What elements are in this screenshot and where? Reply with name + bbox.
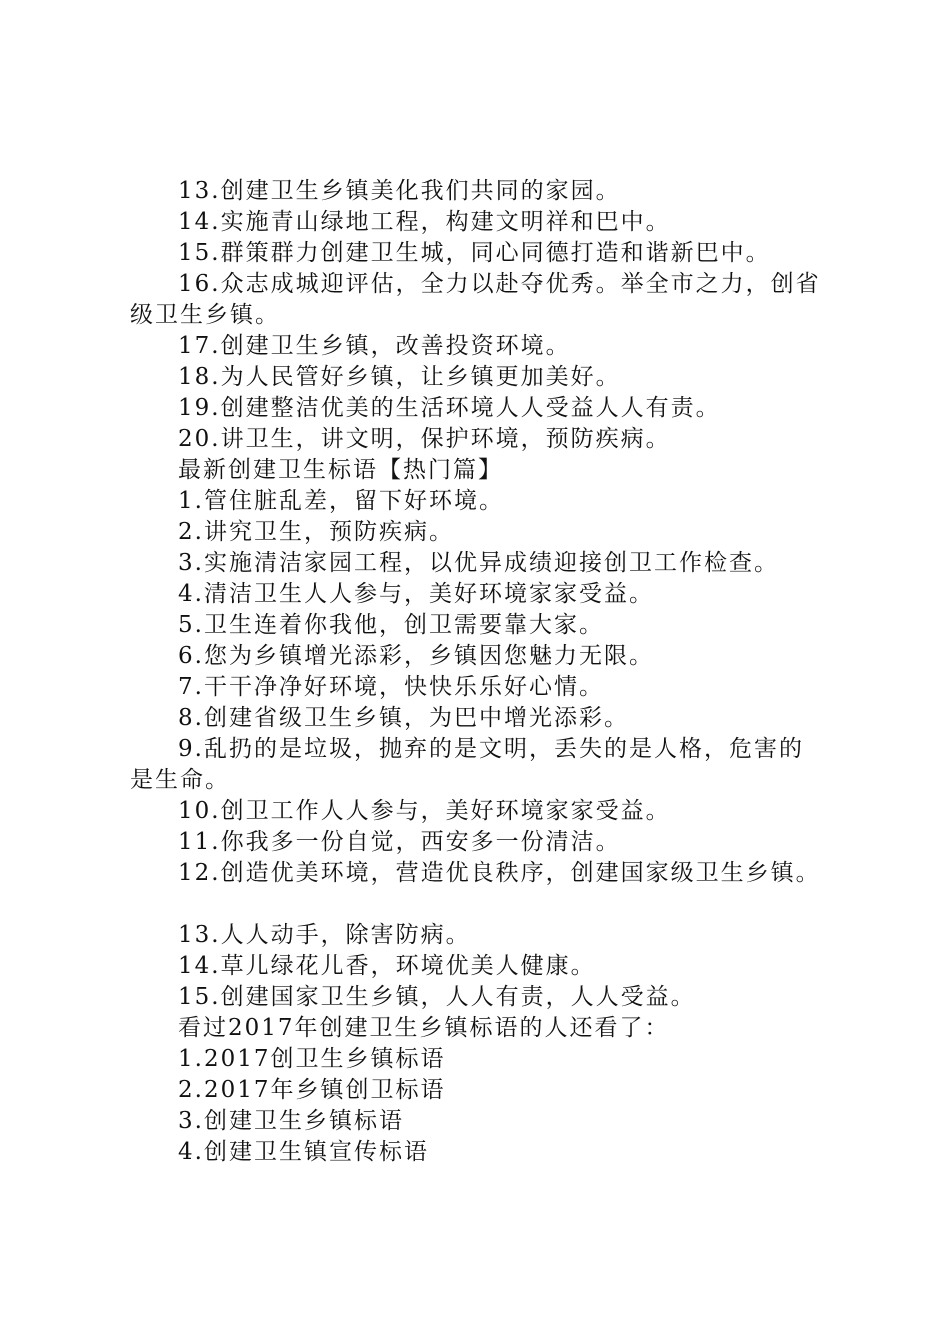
text-line: 7.干干净净好环境，快快乐乐好心情。 <box>178 674 604 700</box>
text-line: 14.草儿绿花儿香，环境优美人健康。 <box>178 953 596 979</box>
section-heading: 最新创建卫生标语【热门篇】 <box>178 457 503 483</box>
blank-line <box>0 889 950 920</box>
text-line: 14.实施青山绿地工程，构建文明祥和巴中。 <box>178 209 671 235</box>
text-line: 10.创卫工作人人参与，美好环境家家受益。 <box>178 798 671 824</box>
text-line: 15.群策群力创建卫生城，同心同德打造和谐新巴中。 <box>178 240 771 266</box>
related-heading: 看过2017年创建卫生乡镇标语的人还看了： <box>178 1015 670 1041</box>
text-line: 20.讲卫生，讲文明，保护环境，预防疾病。 <box>178 426 671 452</box>
text-line: 级卫生乡镇。 <box>130 302 280 328</box>
text-line: 8.创建省级卫生乡镇，为巴中增光添彩。 <box>178 705 629 731</box>
text-line: 18.为人民管好乡镇，让乡镇更加美好。 <box>178 364 621 390</box>
text-line: 12.创造优美环境，营造优良秩序，创建国家级卫生乡镇。 <box>178 860 821 886</box>
related-item: 1.2017创卫生乡镇标语 <box>178 1046 446 1072</box>
text-line: 16.众志成城迎评估，全力以赴夺优秀。举全市之力，创省 <box>178 271 821 297</box>
text-line: 17.创建卫生乡镇，改善投资环境。 <box>178 333 571 359</box>
text-line: 是生命。 <box>130 767 230 793</box>
text-line: 5.卫生连着你我他，创卫需要靠大家。 <box>178 612 604 638</box>
text-line: 11.你我多一份自觉，西安多一份清洁。 <box>178 829 621 855</box>
related-item: 3.创建卫生乡镇标语 <box>178 1108 404 1134</box>
text-line: 9.乱扔的是垃圾，抛弃的是文明，丢失的是人格，危害的 <box>178 736 804 762</box>
text-line: 19.创建整洁优美的生活环境人人受益人人有责。 <box>178 395 721 421</box>
text-line: 3.实施清洁家园工程，以优异成绩迎接创卫工作检查。 <box>178 550 779 576</box>
related-item: 4.创建卫生镇宣传标语 <box>178 1139 429 1165</box>
text-line: 2.讲究卫生，预防疾病。 <box>178 519 454 545</box>
text-line: 6.您为乡镇增光添彩，乡镇因您魅力无限。 <box>178 643 654 669</box>
text-line: 13.人人动手，除害防病。 <box>178 922 471 948</box>
text-line: 1.管住脏乱差，留下好环境。 <box>178 488 504 514</box>
text-line: 15.创建国家卫生乡镇，人人有责，人人受益。 <box>178 984 696 1010</box>
related-item: 2.2017年乡镇创卫标语 <box>178 1077 446 1103</box>
text-line: 4.清洁卫生人人参与，美好环境家家受益。 <box>178 581 654 607</box>
text-line: 13.创建卫生乡镇美化我们共同的家园。 <box>178 178 621 204</box>
